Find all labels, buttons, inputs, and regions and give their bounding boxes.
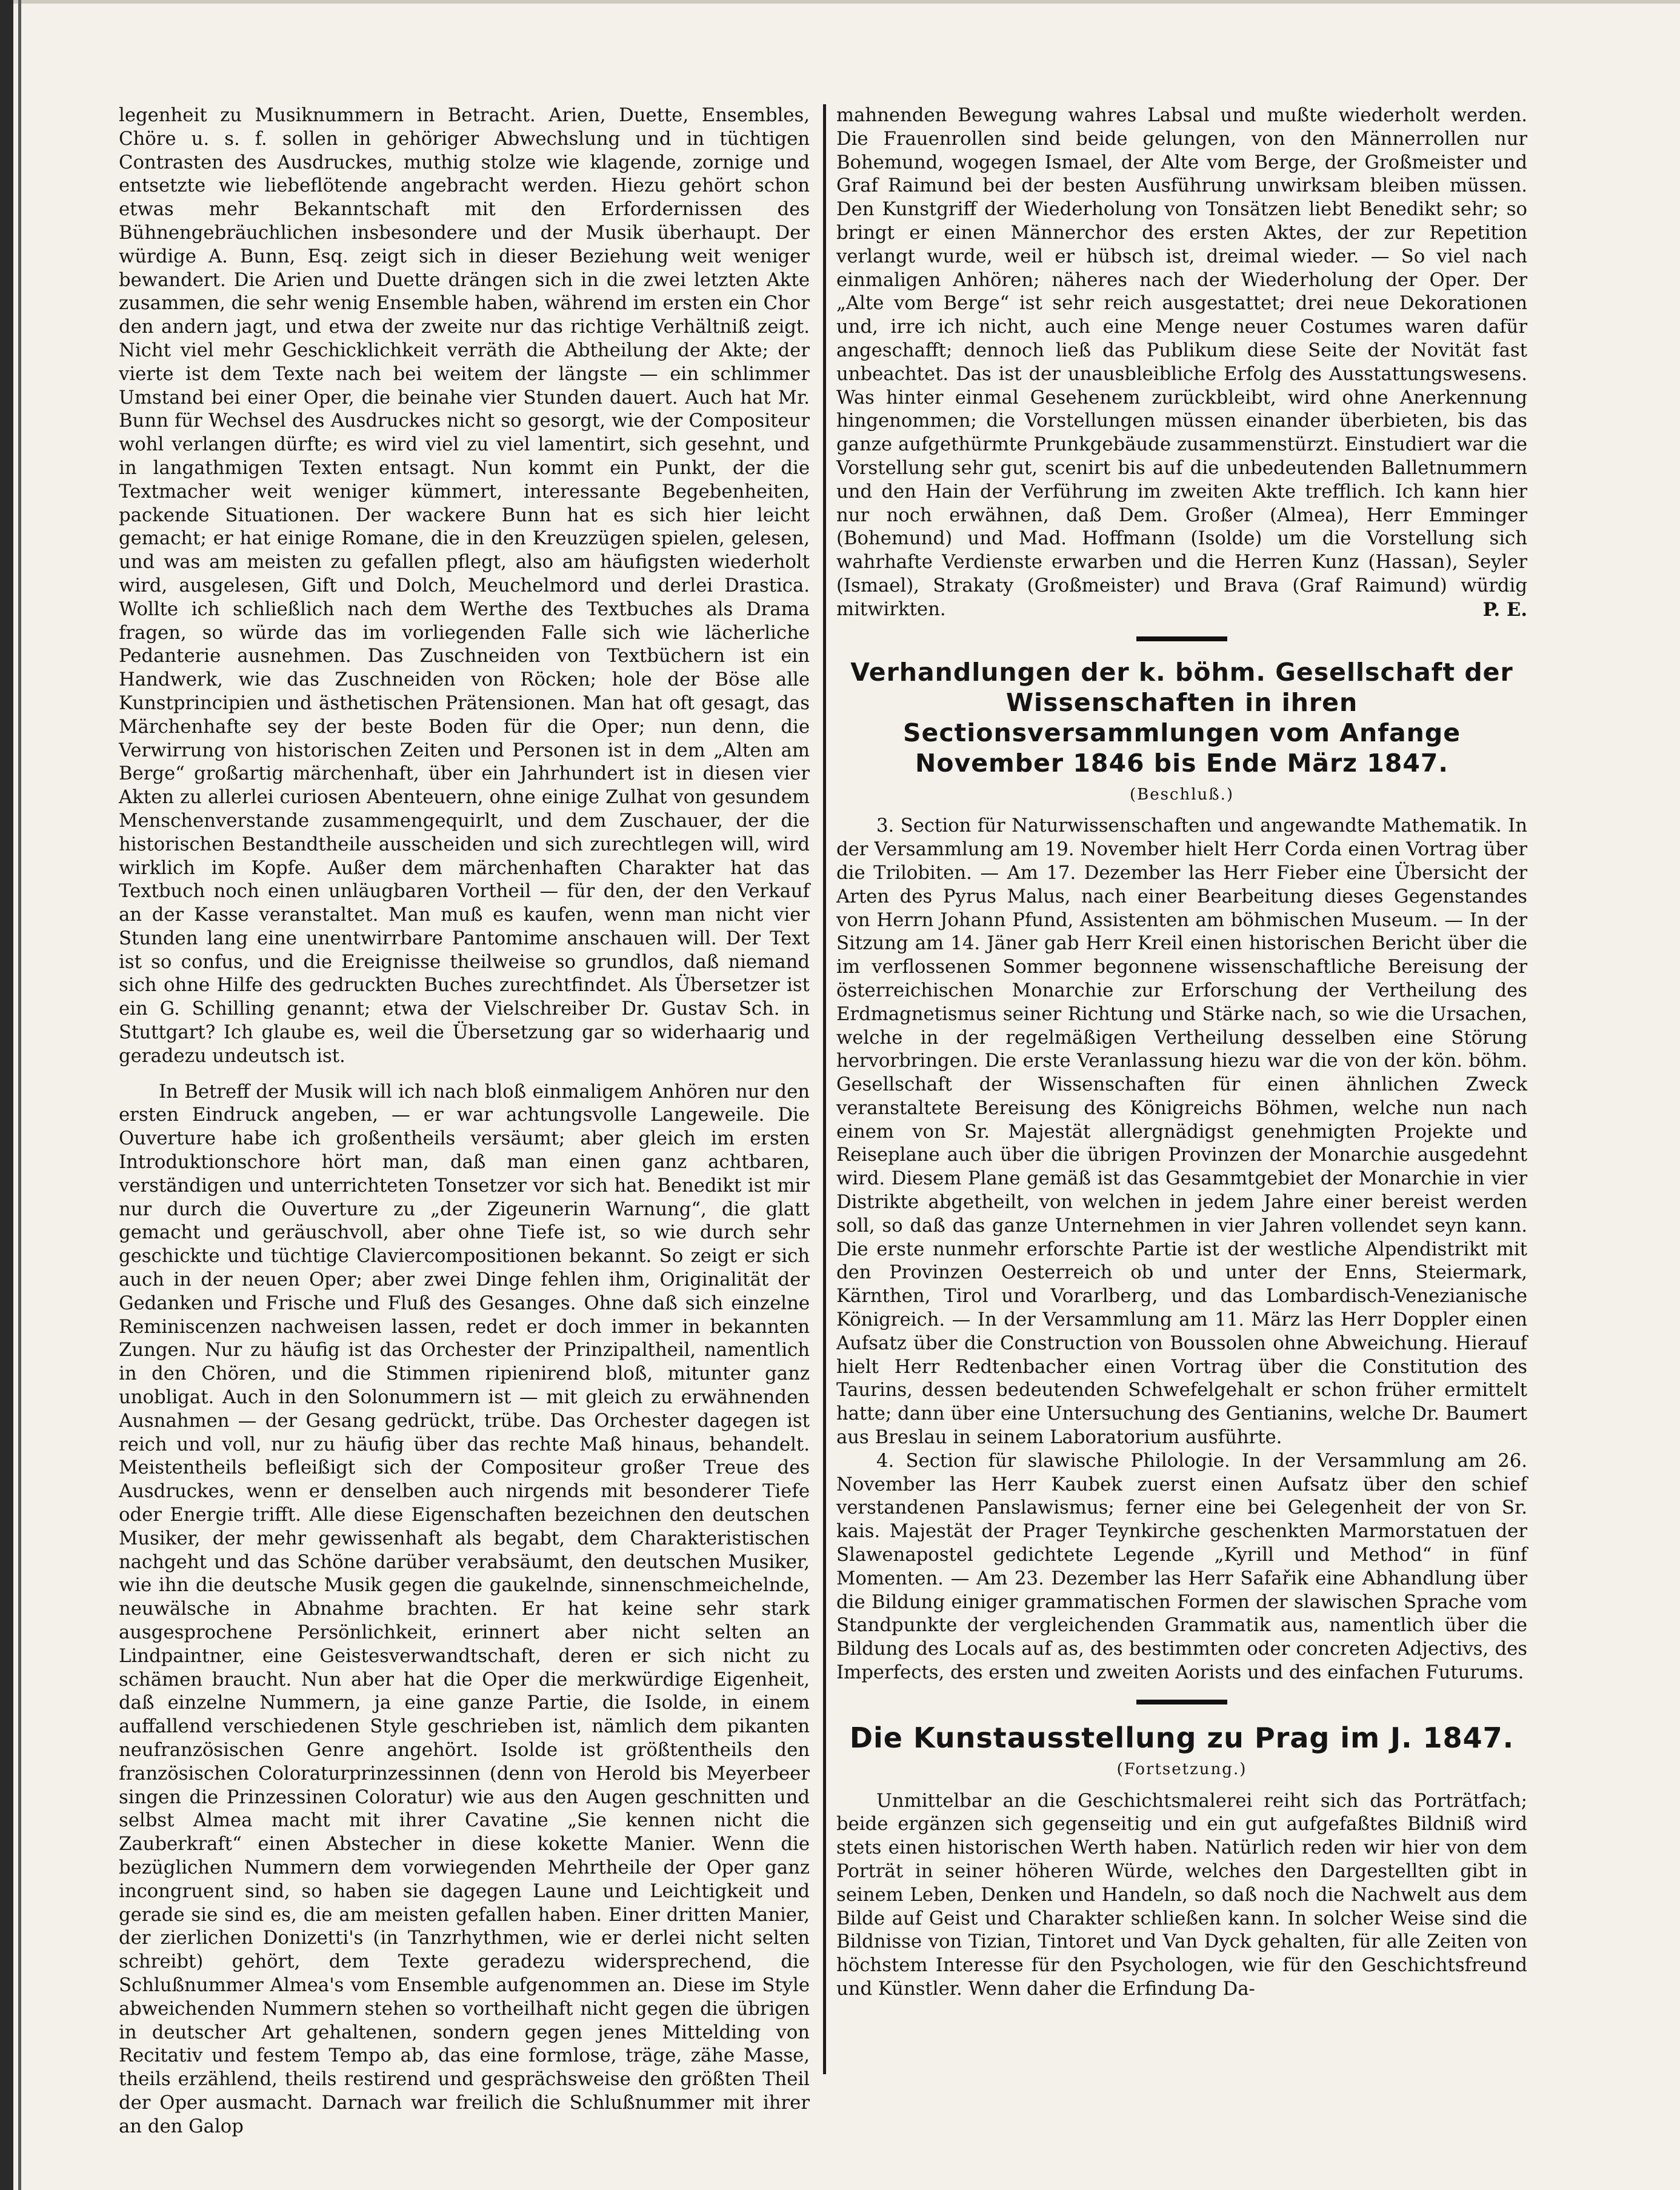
section1-title: Verhandlungen der k. böhm. Gesellschaft der Wissenschaften in ihren Sectionsversammlungen vom Anfange November 1846 bis Ende März 1847. (850, 657, 1513, 778)
review-ending-text: mahnenden Bewegung wahres Labsal und mußte wiederholt werden. Die Frauenrollen sind beide gelungen, von den Männerrollen nur Bohemund, wogegen Ismael, der Alte vom Berge, der Großmeister und Graf Raimund bei der besten Ausführung unwirksam bleiben müssen. Den Kunstgriff der Wiederholung von Tonsätzen liebt Benedikt sehr; so bringt er einen Männerchor des ersten Aktes, der zur Repetition verlangt wurde, weil er hübsch ist, dreimal wieder. — So viel nach einmaligen Anhören; näheres nach der Wiederholung der Oper. Der „Alte vom Berge“ ist sehr reich ausgestattet; drei neue Dekorationen und, irre ich nicht, auch eine Menge neuer Costumes waren dafür angeschafft; dennoch ließ das Publikum diese Seite der Novität fast unbeachtet. Das ist der unausbleibliche Erfolg des Ausstattungswesens. Was hinter einmal Gesehenem zurückbleibt, wird ohne Anerkennung hingenommen; die Vorstellungen müssen einander überbieten, bis das ganze aufgethürmte Prunkgebäude zusammenstürzt. Einstudiert war die Vorstellung sehr gut, scenirt bis auf die unbedeutenden Balletnummern und den Hain der Verführung im zweiten Akte trefflich. Ich kann hier nur noch erwähnen, daß Dem. Großer (Almea), Herr Emminger (Bohemund) und Mad. Hoffmann (Isolde) um die Vorstellung sich wahrhafte Verdienste erwarben und die Herren Kunz (Hassan), Seyler (Ismael), Strakaty (Großmeister) und Brava (Graf Raimund) würdig mitwirkten. (836, 105, 1527, 620)
section-rule-2 (1136, 1700, 1227, 1704)
right-column (836, 104, 1527, 2001)
review-ending (836, 104, 1527, 622)
review-signature: P. E. (1482, 598, 1527, 621)
column-divider (823, 104, 826, 2074)
review-paragraph-1: legenheit zu Musiknummern in Betracht. Arien, Duette, Ensembles, Chöre u. s. f. sollen in gehöriger Abwechslung und in tüchtigen Contrasten des Ausdruckes, muthig stolze wie klagende, zornige und entsetzte wie liebeflötende angebracht werden. Hiezu gehört schon etwas mehr Bekanntschaft mit den Erfordernissen des Bühnengebräuchlichen insbesondere und der Musik überhaupt. Der würdige A. Bunn, Esq. zeigt sich in dieser Beziehung weit weniger bewandert. Die Arien und Duette drängen sich in die zwei letzten Akte zusammen, die sehr wenig Ensemble haben, während im ersten ein Chor den andern jagt, und etwa der zweite nur das richtige Verhältniß zeigt. Nicht viel mehr Geschicklichkeit verräth die Abtheilung der Akte; der vierte ist dem Texte nach bei weitem der längste — ein schlimmer Umstand bei einer Oper, die beinahe vier Stunden dauert. Auch hat Mr. Bunn für Wechsel des Ausdruckes nicht so gesorgt, wie der Compositeur wohl verlangen dürfte; es wird viel zu viel lamentirt, sich gesehnt, und in langathmigen Texten entsagt. Nun kommt ein Punkt, der die Textmacher weit weniger kümmert, interessante Begebenheiten, packende Situationen. Der wackere Bunn hat es sich hier leicht gemacht; er hat einige Romane, die in den Kreuzzügen spielen, gelesen, und was am meisten zu gefallen pflegt, also am häufigsten wiederholt wird, ausgelesen, Gift und Dolch, Meuchelmord und derlei Drastica. Wollte ich schließlich nach dem Werthe des Textbuches als Drama fragen, so würde das im vorliegenden Falle sich wie lächerliche Pedanterie ausnehmen. Das Zuschneiden von Textbüchern ist ein Handwerk, wie das Zuschneiden von Röcken; hole der Böse alle Kunstprincipien und ästhetischen Prätensionen. Man hat oft gesagt, das Märchenhafte sey der beste Boden für die Oper; nun denn, die Verwirrung von historischen Zeiten und Personen ist in dem „Alten am Berge“ großartig märchenhaft, über ein Jahrhundert ist in diesen vier Akten zu allerlei curiosen Abenteuern, ohne einige Zulhat von gesundem Menschenverstande zusammengequirlt, und dem Zuschauer, der die historischen Bestandtheile ausscheiden und sich zurechtlegen will, wird wirklich im Kopfe. Außer dem märchenhaften Charakter hat das Textbuch noch einen unläugbaren Vortheil — für den, der den Verkauf an der Kasse veranstaltet. Man muß es kaufen, wenn man nicht vier Stunden lang eine unentwirrbare Pantomime anschauen will. Der Text ist so confus, und die Ereignisse theilweise so grundlos, daß niemand sich ohne Hilfe des gedruckten Buches zurechtfindet. Als Übersetzer ist ein G. Schilling genannt; etwa der Vielschreiber Dr. Gustav Sch. in Stuttgart? Ich glaube es, weil die Übersetzung gar so widerhaarig und geradezu undeutsch ist. (119, 105, 810, 1067)
section1-subtitle: (Beschluß.) (1129, 785, 1235, 804)
section-rule-1 (1136, 636, 1227, 641)
section1-paragraph-2: 4. Section für slawische Philologie. In der Versammlung am 26. November las Herr Kaubek zuerst einen Aufsatz über den schief verstandenen Panslawismus; ferner eine bei Gelegenheit der von Sr. kais. Majestät der Prager Teynkirche geschenkten Marmorstatuen der Slawenapostel gedichtete Legende „Kyrill und Method“ in fünf Momenten. — Am 23. Dezember las Herr Safařik eine Abhandlung über die Bildung einiger grammatischen Formen der slawischen Sprache vom Standpunkte der vergleichenden Grammatik aus, namentlich über die Bildung des Locals auf as, des bestimmten oder concreten Adjectivs, des Imperfects, des ersten und zweiten Aorists und des einfachen Futurums. (836, 1450, 1527, 1684)
section1-paragraph-1: 3. Section für Naturwissenschaften und angewandte Mathematik. In der Versammlung am 19. November hielt Herr Corda einen Vortrag über die Trilobiten. — Am 17. Dezember las Herr Fieber eine Übersicht der Arten des Pyrus Malus, nach einer Bearbeitung dieses Gegenstandes von Herrn Johann Pfund, Assistenten am böhmischen Museum. — In der Sitzung am 14. Jäner gab Herr Kreil einen historischen Bericht über die im verflossenen Sommer begonnene wissenschaftliche Bereisung der österreichischen Monarchie zur Erforschung der Vertheilung des Erdmagnetismus seiner Richtung und Stärke nach, so wie die Ursachen, welche in der regelmäßigen Vertheilung desselben eine Störung hervorbringen. Die erste Veranlassung hiezu war die von der kön. böhm. Gesellschaft der Wissenschaften für einen ähnlichen Zweck veranstaltete Bereisung des Königreichs Böhmen, welche nun nach einem von Sr. Majestät allergnädigst genehmigten Projekte und Reiseplane auch über die übrigen Provinzen der Monarchie ausgedehnt wird. Diesem Plane gemäß ist das Gesammtgebiet der Monarchie in vier Distrikte abgetheilt, von welchen in jedem Jahre einer bereist werden soll, so daß das ganze Unternehmen in vier Jahren vollendet seyn kann. Die erste nunmehr erforschte Partie ist der westliche Alpendistrikt mit den Provinzen Oesterreich ob und unter der Enns, Steiermark, Kärnthen, Tirol und Vorarlberg, und das Lombardisch-Venezianische Königreich. — In der Versammlung am 11. März las Herr Doppler einen Aufsatz über die Construction von Boussolen ohne Abweichung. Hierauf hielt Herr Redtenbacher einen Vortrag über die Constitution des Taurins, dessen bedeutenden Schwefelgehalt er schon früher ermittelt hatte; dann über eine Untersuchung des Gentianins, welche Dr. Baumert aus Breslau in seinem Laboratorium ausführte. (836, 815, 1527, 1449)
section2-title: Die Kunstausstellung zu Prag im J. 1847. (849, 1721, 1515, 1754)
section2-paragraph: Unmittelbar an die Geschichtsmalerei reiht sich das Porträtfach; beide ergänzen sich gegenseitig und ein gut aufgefaßtes Bildniß wird stets einen historischen Werth haben. Natürlich reden wir hier von dem Porträt in seiner höheren Würde, welches den Dargestellten gibt in seinem Leben, Denken und Handeln, so daß noch die Nachwelt aus dem Bilde auf Geist und Charakter schließen kann. In solcher Weise sind die Bildnisse von Tizian, Tintoret und Van Dyck gehalten, für alle Zeiten von höchstem Interesse für den Psychologen, wie für den Geschichtsfreund und Künstler. Wenn daher die Erfindung Da- (836, 1790, 1527, 2000)
section2-subtitle: (Fortsetzung.) (1116, 1760, 1247, 1778)
left-column (119, 104, 810, 2139)
review-paragraph-2: In Betreff der Musik will ich nach bloß einmaligem Anhören nur den ersten Eindruck angeben, — er war achtungsvolle Langeweile. Die Ouverture habe ich großentheils versäumt; aber gleich im ersten Introduktionschore hört man, daß man einen ganz achtbaren, verständigen und unterrichteten Tonsetzer vor sich hat. Benedikt ist mir nur durch die Ouverture zu „der Zigeunerin Warnung“, die glatt gemacht und geräuschvoll, aber ohne Tiefe ist, so wie durch sehr geschickte und tüchtige Claviercompositionen bekannt. So zeigt er sich auch in der neuen Oper; aber zwei Dinge fehlen ihm, Originalität der Gedanken und Frische und Fluß des Gesanges. Ohne daß sich einzelne Reminiscenzen nachweisen lassen, redet er doch immer in bekannten Zungen. Nur zu häufig ist das Orchester der Prinzipaltheil, namentlich in den Chören, und die Stimmen ripienirend bloß, mitunter ganz unobligat. Auch in den Solonummern ist — mit gleich zu erwähnenden Ausnahmen — der Gesang gedrückt, trübe. Das Orchester dagegen ist reich und voll, nur zu häufig über das rechte Maß hinaus, behandelt. Meistentheils befleißigt sich der Compositeur großer Treue des Ausdruckes, wenn er denselben auch nirgends mit besonderer Tiefe oder Energie trifft. Alle diese Eigenschaften bezeichnen den deutschen Musiker, der mehr gewissenhaft als begabt, dem Charakteristischen nachgeht und das Schöne darüber verabsäumt, den deutschen Musiker, wie ihn die deutsche Musik gegen die gaukelnde, sinnenschmeichelnde, neuwälsche in Abnahme brachten. Er hat keine sehr stark ausgesprochene Persönlichkeit, erinnert aber nicht selten an Lindpaintner, eine Geistesverwandtschaft, deren er sich nicht zu schämen braucht. Nun aber hat die Oper die merkwürdige Eigenheit, daß einzelne Nummern, ja eine ganze Partie, die Isolde, in einem auffallend verschiedenen Style geschrieben ist, nämlich dem pikanten neufranzösischen Genre angehört. Isolde ist größtentheils den französischen Coloraturprinzessinnen (denn von Herold bis Meyerbeer singen die Prinzessinen Coloratur) wie aus den Augen geschnitten und selbst Almea macht mit ihrer Cavatine „Sie kennen nicht die Zauberkraft“ einen Abstecher in diese kokette Manier. Wenn die bezüglichen Nummern dem vorwiegenden Mehrtheile der Oper ganz incongruent sind, so haben sie dagegen Laune und Leichtigkeit und gerade sie sind es, die am meisten gefallen haben. Einer dritten Manier, der zierlichen Donizetti's (in Tanzrhythmen, wie er derlei nicht selten schreibt) gehört, dem Texte geradezu widersprechend, die Schlußnummer Almea's vom Ensemble aufgenommen an. Diese im Style abweichenden Nummern stehen so vortheilhaft nicht gegen die übrigen in deutscher Art gehaltenen, sondern gegen jenes Mittelding von Recitativ und festem Tempo ab, das eine formlose, träge, zähe Masse, theils erzählend, theils restirend und gesprächsweise den größten Theil der Oper ausmacht. Darnach war freilich die Schlußnummer mit ihrer an den Galop (119, 1081, 810, 2137)
